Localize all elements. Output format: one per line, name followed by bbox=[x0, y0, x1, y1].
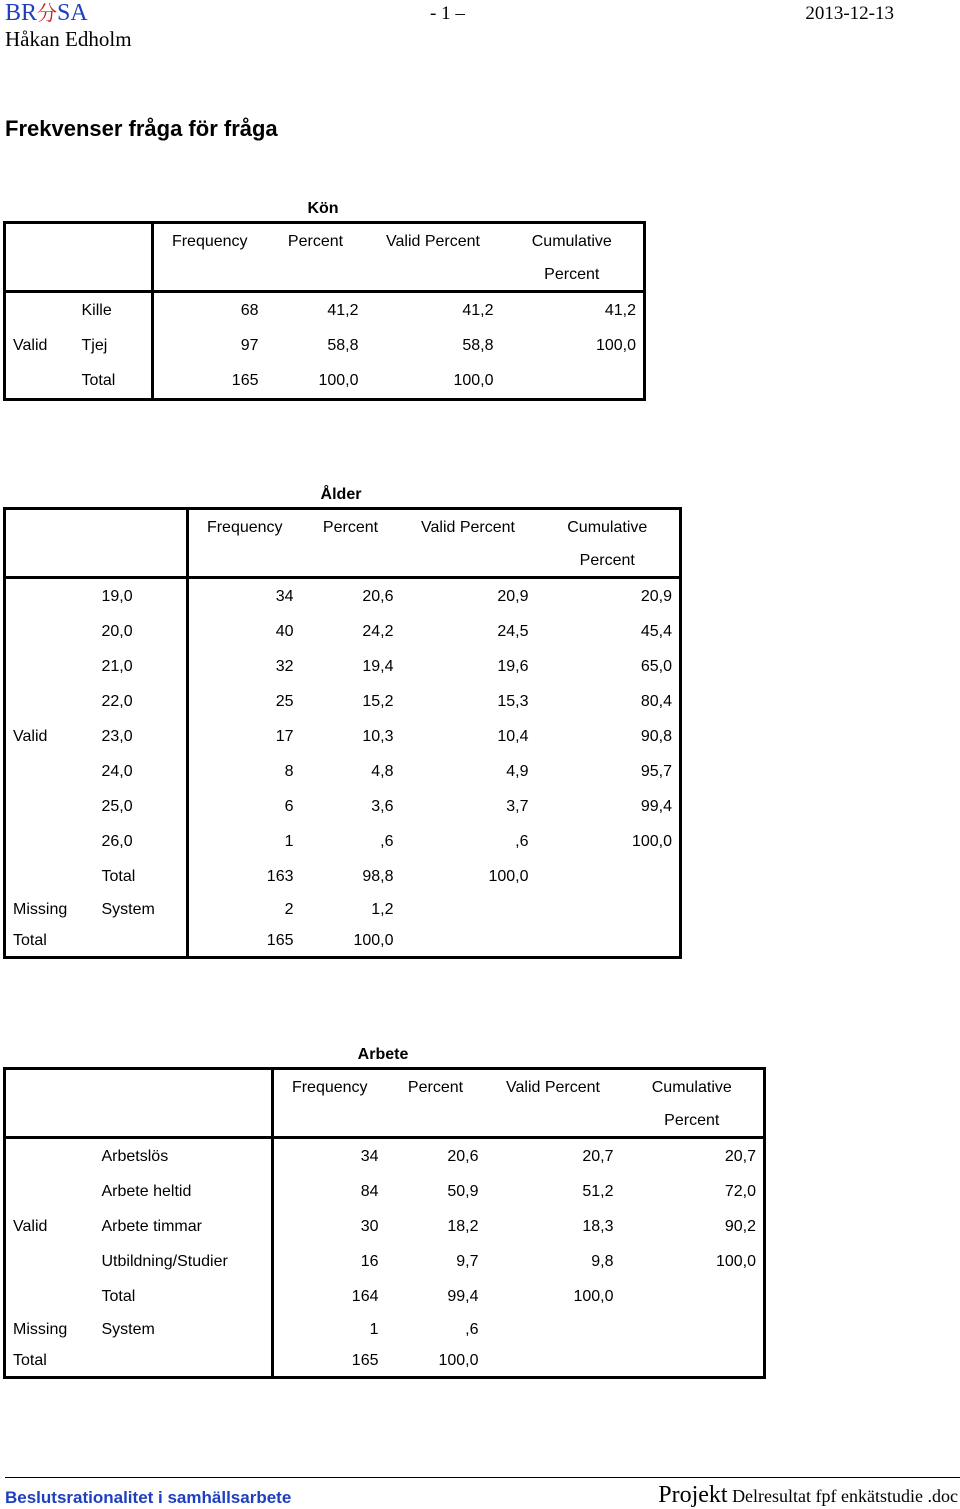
cell-percent: 19,4 bbox=[362, 658, 394, 675]
table-row bbox=[5, 859, 681, 894]
cell-valid-percent: 18,3 bbox=[582, 1218, 614, 1235]
table-row bbox=[5, 292, 645, 329]
cell-frequency: 17 bbox=[275, 728, 294, 745]
row-label: Total bbox=[95, 859, 188, 894]
cell-frequency: 165 bbox=[266, 932, 294, 949]
row-label: 19,0 bbox=[95, 578, 188, 615]
cell-cumulative-percent: 80,4 bbox=[640, 693, 672, 710]
cell-percent: 1,2 bbox=[371, 901, 394, 918]
row-label: Arbete heltid bbox=[95, 1174, 273, 1209]
group-label-valid: Valid bbox=[13, 728, 48, 745]
cell-frequency: 16 bbox=[360, 1253, 379, 1270]
footer-divider bbox=[5, 1477, 960, 1478]
footer-filename-prefix: Projekt bbox=[658, 1482, 728, 1508]
cell-percent: 50,9 bbox=[447, 1183, 479, 1200]
row-label: Total bbox=[95, 1279, 273, 1314]
table-row bbox=[5, 1345, 765, 1378]
cell-frequency: 8 bbox=[284, 763, 294, 780]
cell-frequency: 34 bbox=[275, 588, 294, 605]
table-row bbox=[5, 1138, 765, 1175]
row-label: 23,0 bbox=[95, 719, 188, 754]
header-author: Håkan Edholm bbox=[5, 27, 132, 51]
group-label-valid: Valid bbox=[13, 1218, 48, 1235]
col-valid-percent: Valid Percent bbox=[386, 233, 480, 250]
row-label: Utbildning/Studier bbox=[95, 1244, 273, 1279]
cell-valid-percent: 20,7 bbox=[582, 1148, 614, 1165]
col-frequency: Frequency bbox=[171, 233, 248, 250]
cell-frequency: 30 bbox=[360, 1218, 379, 1235]
logo-right-text: SA bbox=[57, 0, 88, 26]
logo-left-text: BR bbox=[5, 0, 38, 26]
cell-percent: 100,0 bbox=[353, 932, 394, 949]
cell-valid-percent: 100,0 bbox=[573, 1288, 614, 1305]
cell-frequency: 25 bbox=[275, 693, 294, 710]
cell-cumulative-percent: 20,7 bbox=[724, 1148, 756, 1165]
cell-frequency: 97 bbox=[240, 337, 259, 354]
cell-frequency: 34 bbox=[360, 1148, 379, 1165]
row-label: 25,0 bbox=[95, 789, 188, 824]
cell-percent: 99,4 bbox=[447, 1288, 479, 1305]
cell-cumulative-percent: 100,0 bbox=[595, 337, 636, 354]
col-cumulative-percent: Percent bbox=[501, 259, 645, 292]
cell-percent: ,6 bbox=[380, 833, 394, 850]
cell-cumulative-percent: 99,4 bbox=[640, 798, 672, 815]
row-label: Tjej bbox=[75, 328, 153, 363]
table-row bbox=[5, 894, 681, 925]
row-label: 21,0 bbox=[95, 649, 188, 684]
cell-valid-percent: 24,5 bbox=[497, 623, 529, 640]
cell-valid-percent: 3,7 bbox=[506, 798, 529, 815]
cell-cumulative-percent: 95,7 bbox=[640, 763, 672, 780]
cell-valid-percent: 58,8 bbox=[462, 337, 494, 354]
table-row bbox=[5, 614, 681, 649]
row-label: Arbetslös bbox=[95, 1138, 273, 1175]
cell-valid-percent: 41,2 bbox=[462, 302, 494, 319]
footer-filename bbox=[658, 1482, 958, 1509]
col-frequency: Frequency bbox=[206, 519, 283, 536]
cell-percent: 98,8 bbox=[362, 868, 394, 885]
cell-cumulative-percent bbox=[536, 859, 681, 894]
arbete-frequency-table bbox=[3, 1067, 766, 1379]
table-row bbox=[5, 719, 681, 754]
cell-frequency: 84 bbox=[360, 1183, 379, 1200]
col-percent: Percent bbox=[287, 233, 344, 250]
table-header-row bbox=[5, 1105, 765, 1138]
cell-percent: 41,2 bbox=[327, 302, 359, 319]
col-cumulative-percent: Percent bbox=[621, 1105, 765, 1138]
cell-valid-percent: 9,8 bbox=[591, 1253, 614, 1270]
table-header-row bbox=[5, 259, 645, 292]
cell-valid-percent: 100,0 bbox=[488, 868, 529, 885]
group-label-total: Total bbox=[13, 1352, 47, 1369]
group-label-valid: Valid bbox=[13, 337, 48, 354]
cell-frequency: 32 bbox=[275, 658, 294, 675]
kon-table-caption: Kön bbox=[307, 200, 339, 217]
cell-cumulative-percent: 72,0 bbox=[724, 1183, 756, 1200]
cell-cumulative-percent bbox=[501, 363, 645, 400]
table-row bbox=[5, 1314, 765, 1345]
cell-cumulative-percent: 65,0 bbox=[640, 658, 672, 675]
cell-frequency: 1 bbox=[284, 833, 294, 850]
table-row bbox=[5, 328, 645, 363]
cell-percent: 9,7 bbox=[456, 1253, 479, 1270]
cell-cumulative-percent bbox=[621, 1279, 765, 1314]
cell-cumulative-percent: 45,4 bbox=[640, 623, 672, 640]
alder-frequency-table bbox=[3, 507, 682, 959]
row-label: System bbox=[95, 894, 188, 925]
cell-percent: 18,2 bbox=[447, 1218, 479, 1235]
cell-cumulative-percent: 41,2 bbox=[604, 302, 636, 319]
cell-percent: 100,0 bbox=[438, 1352, 479, 1369]
cell-percent: 100,0 bbox=[318, 372, 359, 389]
header-date: 2013-12-13 bbox=[805, 3, 894, 24]
row-label: 22,0 bbox=[95, 684, 188, 719]
table-row bbox=[5, 1209, 765, 1244]
cell-percent: 15,2 bbox=[362, 693, 394, 710]
logo-mid-glyph: 分 bbox=[37, 3, 58, 25]
table-row bbox=[5, 754, 681, 789]
cell-cumulative-percent: 20,9 bbox=[640, 588, 672, 605]
cell-frequency: 40 bbox=[275, 623, 294, 640]
table-row bbox=[5, 363, 645, 400]
row-label: Kille bbox=[75, 292, 153, 329]
table-row bbox=[5, 578, 681, 615]
row-label: Arbete timmar bbox=[95, 1209, 273, 1244]
cell-percent: 4,8 bbox=[371, 763, 394, 780]
cell-frequency: 68 bbox=[240, 302, 259, 319]
col-cumulative-percent: Percent bbox=[536, 545, 681, 578]
table-row bbox=[5, 925, 681, 958]
cell-valid-percent: 51,2 bbox=[582, 1183, 614, 1200]
group-label-total: Total bbox=[13, 932, 47, 949]
col-percent: Percent bbox=[322, 519, 379, 536]
cell-cumulative-percent: 100,0 bbox=[631, 833, 672, 850]
cell-cumulative-percent: 100,0 bbox=[715, 1253, 756, 1270]
col-valid-percent: Valid Percent bbox=[421, 519, 515, 536]
cell-frequency: 163 bbox=[266, 868, 294, 885]
table-row bbox=[5, 1174, 765, 1209]
cell-cumulative-percent: 90,2 bbox=[724, 1218, 756, 1235]
table-header-row bbox=[5, 1069, 765, 1106]
logo bbox=[5, 0, 88, 28]
alder-table-caption: Ålder bbox=[320, 486, 362, 503]
col-cumulative: Cumulative bbox=[567, 519, 648, 536]
footer-project-name: Beslutsrationalitet i samhällsarbete bbox=[5, 1488, 292, 1507]
cell-frequency: 165 bbox=[351, 1352, 379, 1369]
col-valid-percent: Valid Percent bbox=[506, 1079, 600, 1096]
table-header-row bbox=[5, 545, 681, 578]
cell-cumulative-percent: 90,8 bbox=[640, 728, 672, 745]
cell-frequency: 164 bbox=[351, 1288, 379, 1305]
table-row bbox=[5, 649, 681, 684]
table-row bbox=[5, 1279, 765, 1314]
cell-percent: 24,2 bbox=[362, 623, 394, 640]
table-row bbox=[5, 684, 681, 719]
cell-valid-percent: 20,9 bbox=[497, 588, 529, 605]
col-frequency: Frequency bbox=[291, 1079, 368, 1096]
col-cumulative: Cumulative bbox=[651, 1079, 732, 1096]
page-number: - 1 – bbox=[430, 3, 465, 24]
table-header-row bbox=[5, 509, 681, 546]
kon-frequency-table bbox=[3, 221, 646, 401]
row-label: System bbox=[95, 1314, 273, 1345]
cell-percent: 20,6 bbox=[447, 1148, 479, 1165]
table-row bbox=[5, 789, 681, 824]
cell-percent: 20,6 bbox=[362, 588, 394, 605]
table-row bbox=[5, 824, 681, 859]
row-label: 26,0 bbox=[95, 824, 188, 859]
group-label-missing: Missing bbox=[13, 1321, 68, 1338]
row-label: 24,0 bbox=[95, 754, 188, 789]
cell-valid-percent: ,6 bbox=[515, 833, 529, 850]
row-label: Total bbox=[75, 363, 153, 400]
cell-valid-percent: 19,6 bbox=[497, 658, 529, 675]
arbete-table-caption: Arbete bbox=[357, 1046, 409, 1063]
document-title: Frekvenser fråga för fråga bbox=[5, 116, 278, 141]
table-row bbox=[5, 1244, 765, 1279]
cell-percent: 3,6 bbox=[371, 798, 394, 815]
cell-percent: 58,8 bbox=[327, 337, 359, 354]
cell-frequency: 165 bbox=[231, 372, 259, 389]
group-label-missing: Missing bbox=[13, 901, 68, 918]
cell-valid-percent: 15,3 bbox=[497, 693, 529, 710]
cell-valid-percent: 100,0 bbox=[453, 372, 494, 389]
footer-filename-rest: Delresultat fpf enkätstudie .doc bbox=[727, 1486, 958, 1506]
col-percent: Percent bbox=[407, 1079, 464, 1096]
cell-frequency: 1 bbox=[369, 1321, 379, 1338]
cell-frequency: 2 bbox=[284, 901, 294, 918]
table-header-row bbox=[5, 223, 645, 260]
cell-valid-percent: 4,9 bbox=[506, 763, 529, 780]
cell-percent: 10,3 bbox=[362, 728, 394, 745]
cell-percent: ,6 bbox=[465, 1321, 479, 1338]
cell-frequency: 6 bbox=[284, 798, 294, 815]
col-cumulative: Cumulative bbox=[531, 233, 612, 250]
cell-valid-percent: 10,4 bbox=[497, 728, 529, 745]
row-label: 20,0 bbox=[95, 614, 188, 649]
